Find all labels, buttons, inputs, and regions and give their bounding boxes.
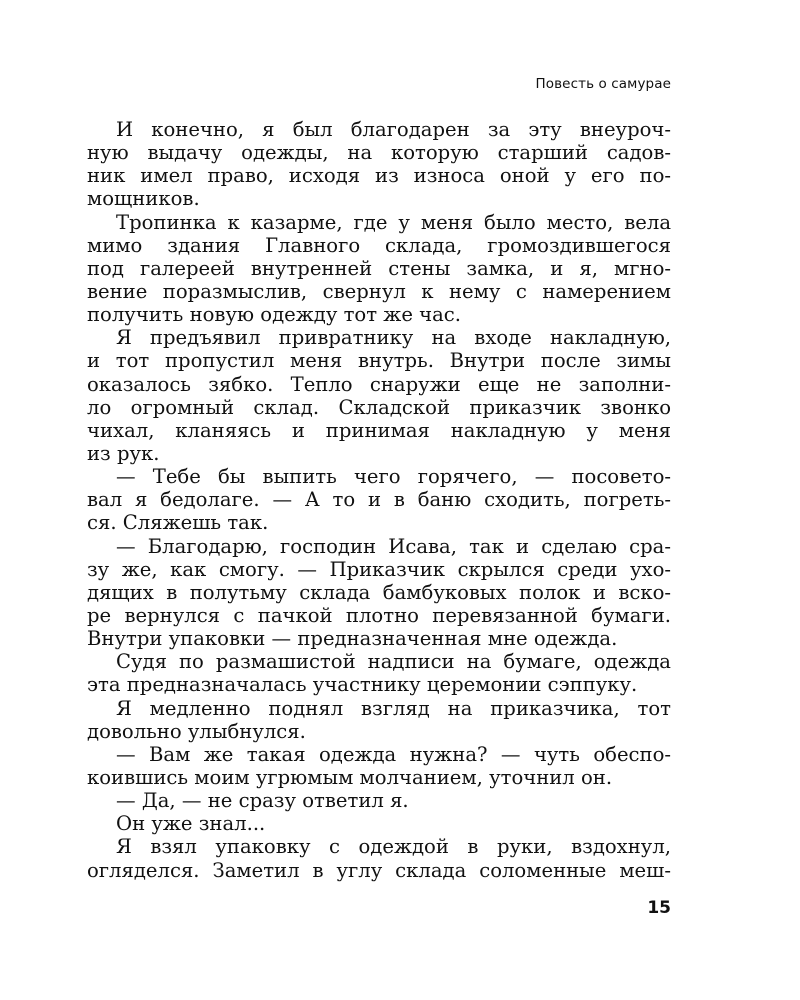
text-line: ло огромный склад. Складской приказчик звонко: [87, 395, 671, 419]
text-line: дящих в полутьму склада бамбуковых полок и вско-: [87, 580, 671, 604]
page-number: 15: [647, 898, 671, 918]
text-line: зу же, как смогу. — Приказчик скрылся среди ухо-: [87, 557, 671, 581]
text-line: ся. Сляжешь так.: [87, 511, 269, 535]
text-line: огляделся. Заметил в углу склада соломенные меш-: [87, 858, 671, 882]
text-line: — Вам же такая одежда нужна? — чуть обеспо-: [116, 742, 671, 766]
running-head: Повесть о самурае: [535, 76, 671, 92]
text-line: Я взял упаковку с одеждой в руки, вздохнул,: [116, 835, 671, 859]
text-line: вение поразмыслив, свернул к нему с намерением: [87, 279, 671, 303]
text-line: Судя по размашистой надписи на бумаге, одежда: [116, 650, 671, 674]
text-line: — Благодарю, господин Исава, так и сделаю сра-: [116, 534, 671, 558]
text-line: коившись моим угрюмым молчанием, уточнил он.: [87, 765, 613, 789]
text-line: чихал, кланяясь и принимая накладную у меня: [87, 418, 671, 442]
text-line: Я медленно поднял взгляд на приказчика, тот: [116, 696, 671, 720]
text-line: довольно улыбнулся.: [87, 719, 306, 743]
text-line: и тот пропустил меня внутрь. Внутри после зимы: [87, 349, 671, 373]
text-line: эта предназначалась участнику церемонии сэппуку.: [87, 673, 638, 697]
text-line: мимо здания Главного склада, громоздившегося: [87, 233, 671, 257]
text-line: — Да, — не сразу ответил я.: [116, 789, 409, 813]
text-line: оказалось зябко. Тепло снаружи еще не заполни-: [87, 372, 671, 396]
text-line: вал я бедолаге. — А то и в баню сходить, погреть-: [87, 488, 671, 512]
text-line: ник имел право, исходя из износа оной у его по-: [87, 164, 671, 188]
text-line: под галереей внутренней стены замка, и я, мгно-: [87, 256, 671, 280]
text-line: ре вернулся с пачкой плотно перевязанной бумаги.: [87, 603, 671, 627]
text-line: из рук.: [87, 441, 160, 465]
text-line: Тропинка к казарме, где у меня было место, вела: [116, 210, 671, 234]
body-text: [87, 118, 671, 882]
text-line: — Тебе бы выпить чего горячего, — посовето-: [116, 465, 671, 489]
text-line: И конечно, я был благодарен за эту внеуроч-: [116, 118, 671, 141]
text-line: мощников.: [87, 187, 200, 211]
text-line: ную выдачу одежды, на которую старший садов-: [87, 141, 671, 165]
text-line: получить новую одежду тот же час.: [87, 303, 461, 327]
text-line: Внутри упаковки — предназначенная мне одежда.: [87, 627, 618, 651]
text-line: Я предъявил привратнику на входе накладную,: [116, 326, 671, 350]
text-line: Он уже знал...: [116, 812, 266, 836]
